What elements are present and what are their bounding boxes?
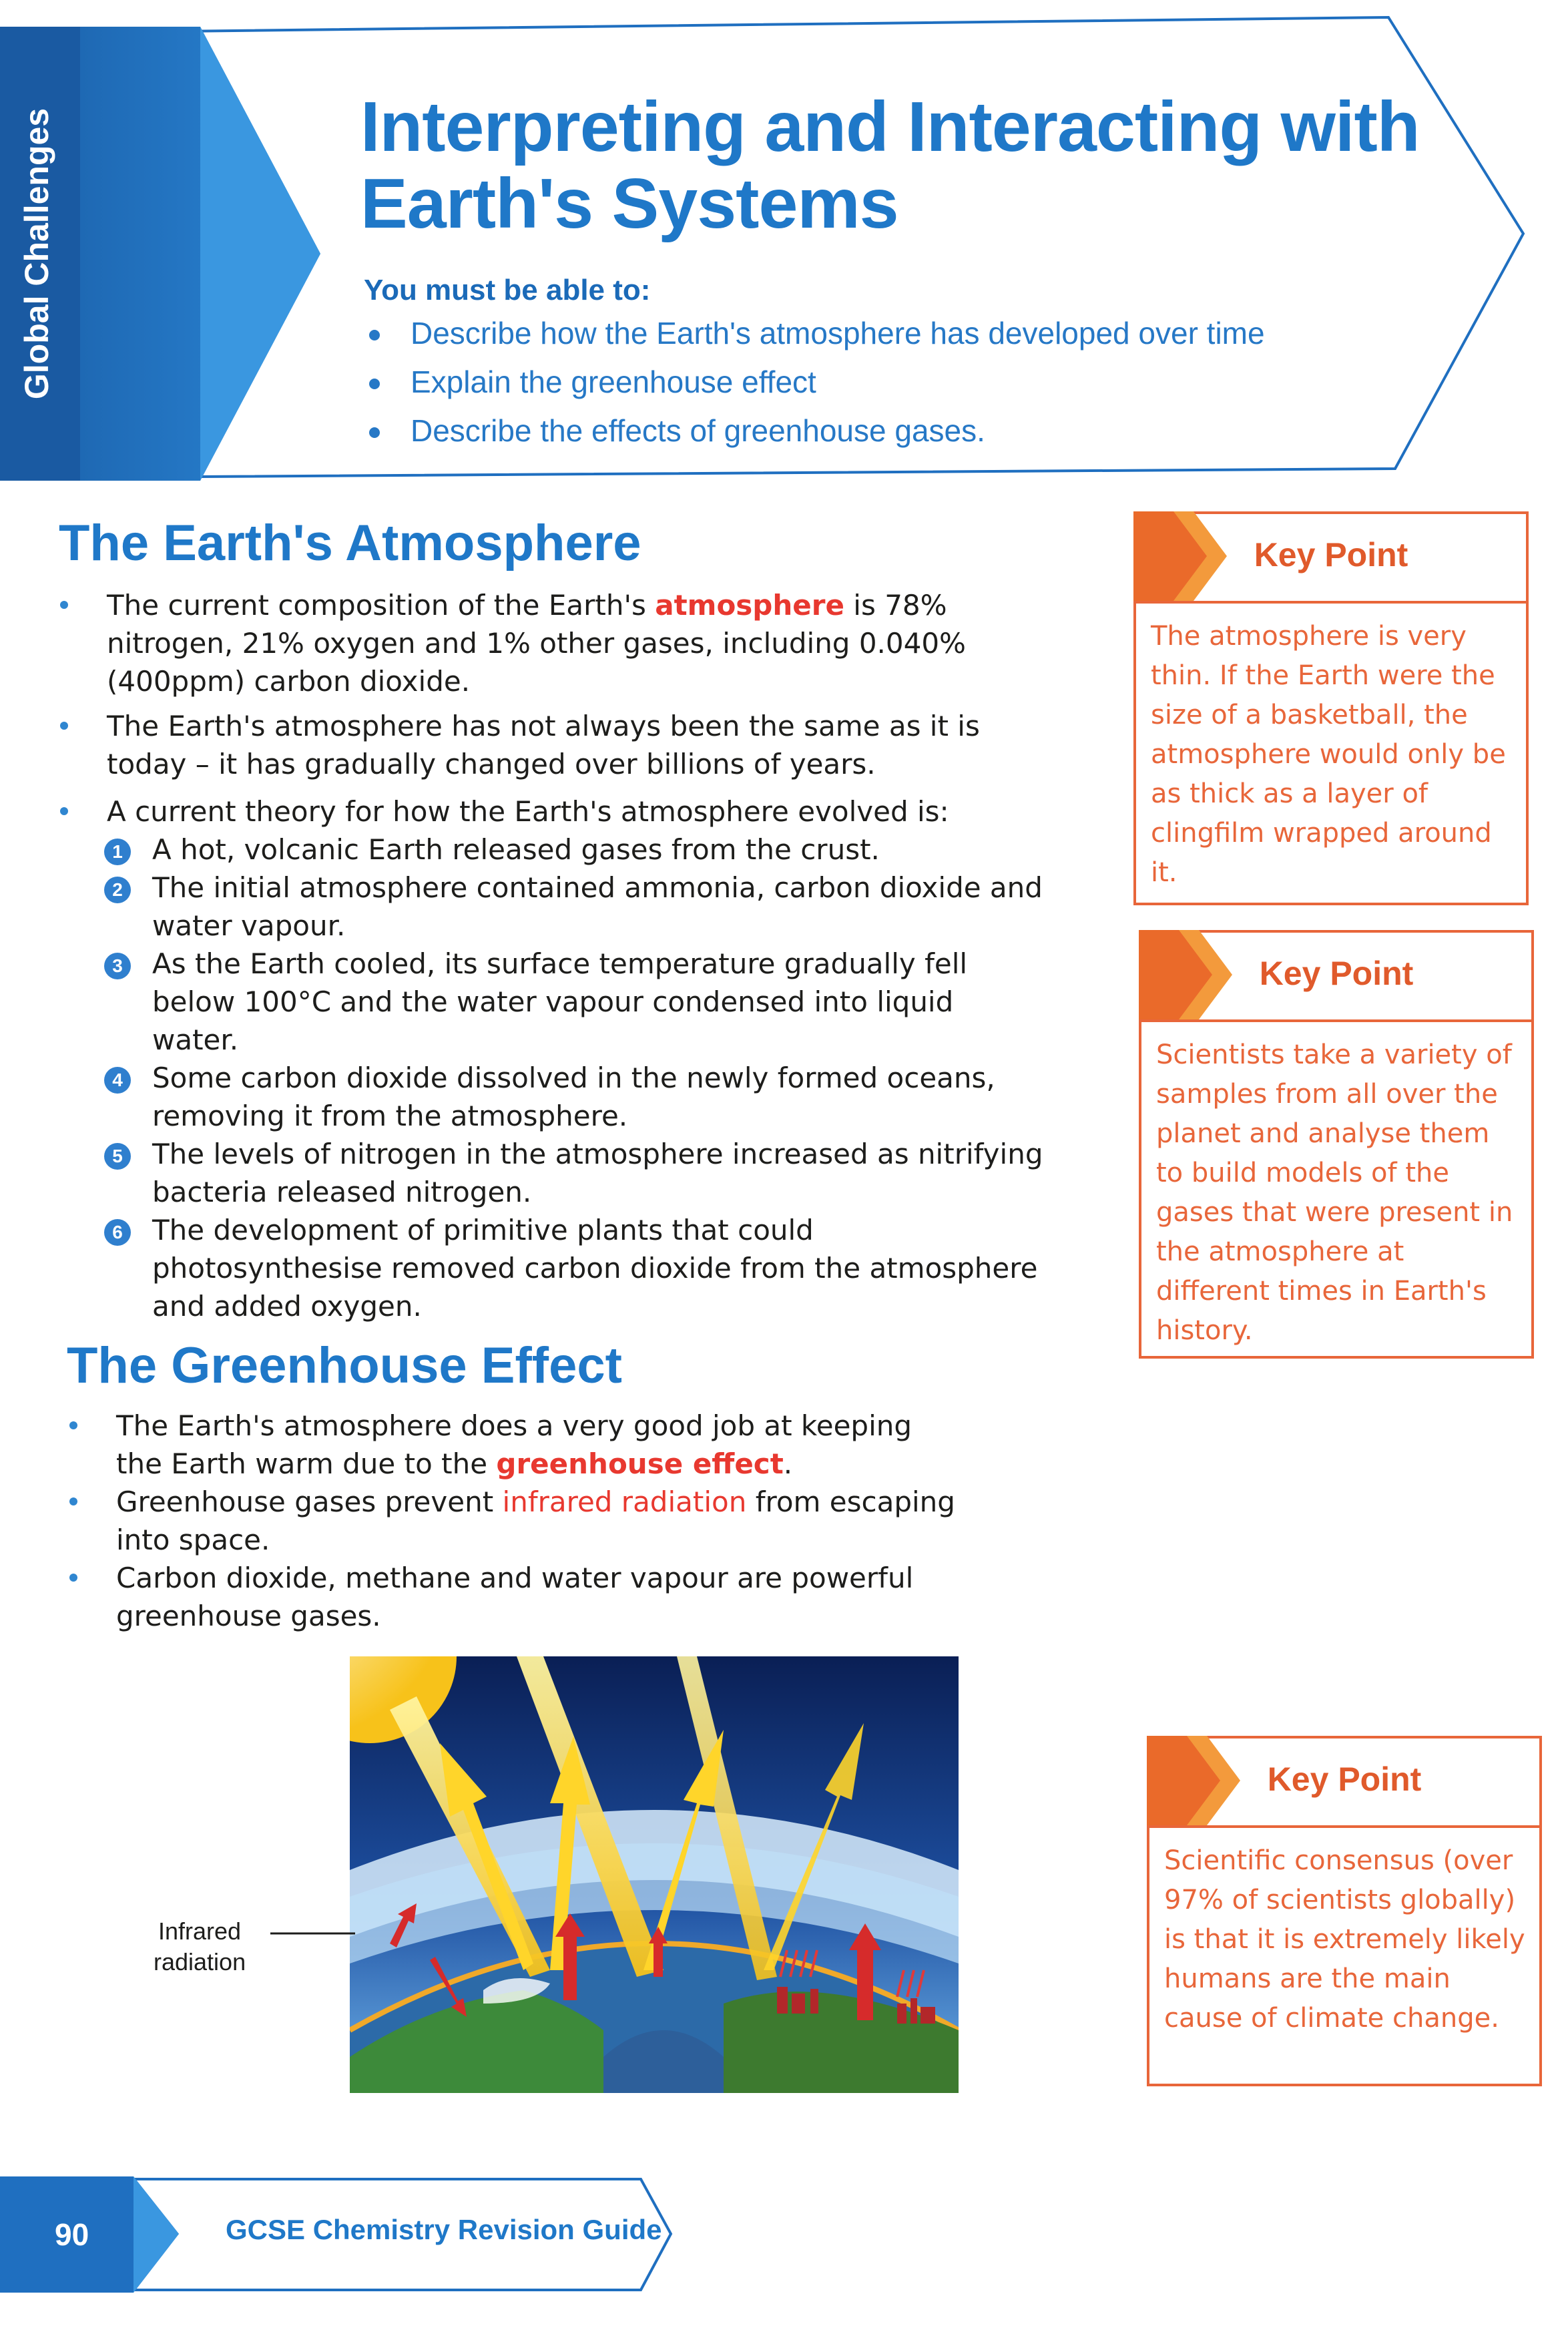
- step-item: 6 The development of primitive plants that could photosynthesise removed carbon dioxide from the atmosphere and added oxygen.: [104, 1211, 1048, 1325]
- figure-label: Infrared radiation: [154, 1917, 246, 1975]
- key-term: atmosphere: [655, 589, 844, 622]
- step-number: 5: [104, 1143, 131, 1170]
- key-point-box: [1147, 1736, 1542, 2086]
- bullet-item: The Earth's atmosphere has not always been the same as it is today – it has gradually changed over billions of years.: [60, 707, 1048, 783]
- page-number: 90: [55, 2217, 89, 2252]
- objective-item: Describe the effects of greenhouse gases.: [364, 413, 1265, 461]
- key-point-title: Key Point: [1259, 955, 1414, 992]
- book-title: GCSE Chemistry Revision Guide: [226, 2214, 662, 2245]
- key-point-text: Scientists take a variety of samples from all over the planet and analyse them to build models of the gases that were present in the atmosphere at different times in Earth's history.: [1156, 1039, 1513, 1346]
- bullet-item: The current composition of the Earth's atmosphere is 78% nitrogen, 21% oxygen and 1% other gases, including 0.040% (400ppm) carbon dioxide.: [60, 586, 1048, 700]
- page-title-line1: Interpreting and Interacting with: [360, 87, 1420, 166]
- step-number: 3: [104, 953, 131, 979]
- page-title-line2: Earth's Systems: [360, 164, 898, 243]
- step-number: 2: [104, 877, 131, 903]
- key-point-box: [1139, 930, 1534, 1359]
- key-point-title: Key Point: [1254, 536, 1408, 573]
- key-point-title: Key Point: [1267, 1761, 1422, 1798]
- step-item: 1 A hot, volcanic Earth released gases from the crust.: [104, 831, 1048, 869]
- step-number: 6: [104, 1219, 131, 1246]
- step-number: 4: [104, 1067, 131, 1094]
- bullet-item: The Earth's atmosphere does a very good job at keeping the Earth warm due to the greenhouse effect.: [69, 1407, 964, 1483]
- objectives-heading: You must be able to:: [364, 274, 651, 306]
- bullet-item: Carbon dioxide, methane and water vapour are powerful greenhouse gases.: [69, 1559, 964, 1635]
- step-item: 3 As the Earth cooled, its surface temperature gradually fell below 100°C and the water vapour condensed into liquid water.: [104, 945, 1048, 1059]
- step-item: 5 The levels of nitrogen in the atmosphere increased as nitrifying bacteria released nitrogen.: [104, 1135, 1048, 1211]
- objective-item: Describe how the Earth's atmosphere has developed over time: [364, 315, 1265, 364]
- key-point-text: The atmosphere is very thin. If the Earth were the size of a basketball, the atmosphere would only be as thick as a layer of clingfilm wrapped around it.: [1151, 621, 1506, 888]
- key-point-header: [1141, 933, 1531, 1022]
- step-item: 2 The initial atmosphere contained ammonia, carbon dioxide and water vapour.: [104, 869, 1048, 945]
- section-tab-label: Global Challenges: [18, 107, 55, 400]
- objective-item: Explain the greenhouse effect: [364, 364, 1265, 413]
- bullet-item: A current theory for how the Earth's atmosphere evolved is: 1 A hot, volcanic Earth released gases from the crust. 2 The initial atmosphere contained ammonia, carbon dioxide and water vapour. 3 As the Earth cooled, its surface temperature gradually fell below 100°C and the water vapour condensed into liquid water. 4 Some carbon dioxide dissolved in the newly formed oceans, removing it from the atmosphere. 5 The levels of nitrogen in the atmosphere increased as nitrifying bacteria released nitrogen. 6 The development of primitive plants that could photosynthesise removed carbon dioxide from the atmosphere and added oxygen.: [60, 792, 1048, 1325]
- step-item: 4 Some carbon dioxide dissolved in the newly formed oceans, removing it from the atmosphere.: [104, 1059, 1048, 1135]
- key-point-text: Scientific consensus (over 97% of scientists globally) is that it is extremely likely humans are the main cause of climate change.: [1164, 1845, 1525, 2034]
- key-point-header: [1136, 514, 1526, 604]
- key-term: greenhouse effect: [496, 1447, 784, 1480]
- key-point-header: [1149, 1738, 1539, 1828]
- key-point-box: [1133, 511, 1529, 905]
- key-term: infrared radiation: [502, 1485, 747, 1518]
- greenhouse-heading: The Greenhouse Effect: [67, 1337, 622, 1394]
- step-number: 1: [104, 839, 131, 865]
- bullet-item: Greenhouse gases prevent infrared radiation from escaping into space.: [69, 1483, 964, 1559]
- atmosphere-heading: The Earth's Atmosphere: [59, 515, 641, 571]
